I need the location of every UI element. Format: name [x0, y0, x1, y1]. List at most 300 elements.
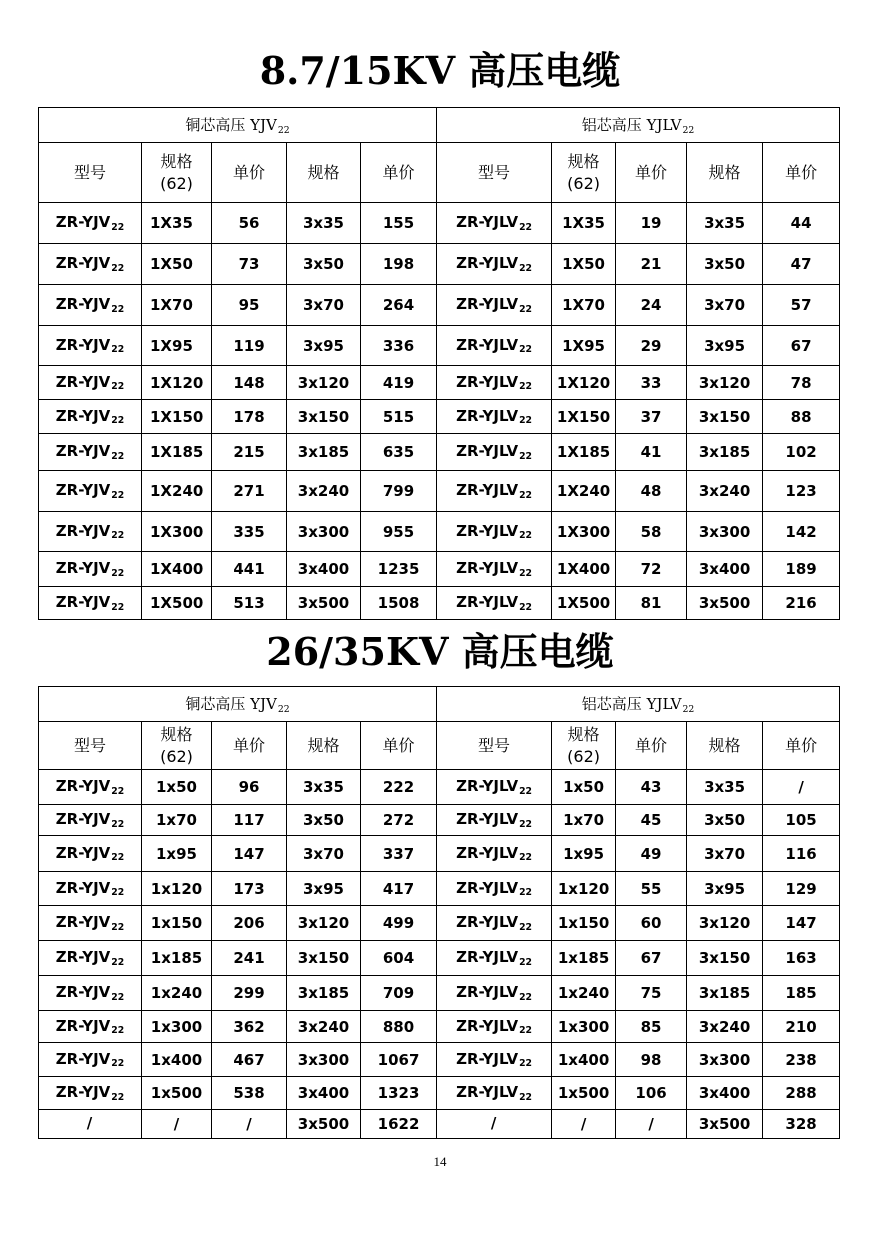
copper-group-header-text: 铜芯高压 YJV [185, 695, 277, 714]
copper-model [39, 366, 142, 400]
copper-model [39, 203, 142, 244]
aluminum-price-triple [763, 512, 840, 552]
aluminum-model-text: ZR-YJLV [456, 295, 519, 314]
copper-spec-triple-text: 3x35 [303, 214, 344, 232]
aluminum-price-triple [763, 805, 840, 836]
copper-model-subscript: 22 [111, 450, 125, 462]
copper-price-single-text: 73 [238, 255, 260, 273]
copper-spec-triple [287, 434, 361, 471]
aluminum-price-single-text: 75 [640, 984, 662, 1002]
copper-price-single-text: 148 [233, 373, 265, 392]
copper-spec-single [142, 941, 212, 976]
copper-price-single [212, 1043, 287, 1077]
copper-price-single [212, 872, 287, 906]
copper-spec-single [142, 434, 212, 471]
aluminum-model-subscript: 22 [519, 567, 533, 579]
copper-spec-triple-text: 3x95 [303, 879, 344, 898]
copper-model-text: ZR-YJV [55, 1016, 111, 1035]
aluminum-price-triple-text: 210 [785, 1017, 817, 1036]
aluminum-price-triple-text: 288 [785, 1084, 817, 1102]
copper-price-triple [361, 552, 437, 587]
aluminum-spec-single [552, 326, 616, 366]
table-row [39, 512, 840, 552]
aluminum-spec-triple [687, 1110, 763, 1139]
aluminum-price-single [616, 400, 687, 434]
aluminum-price-triple [763, 326, 840, 366]
copper-price-triple [361, 805, 437, 836]
aluminum-price-single-text: 43 [640, 778, 662, 796]
aluminum-spec-triple [687, 471, 763, 512]
copper-spec-triple-text: 3x120 [297, 914, 350, 932]
copper-spec-single-text: 1X240 [150, 482, 204, 500]
table-row [39, 285, 840, 326]
copper-spec-triple [287, 836, 361, 872]
aluminum-model [437, 244, 552, 285]
copper-spec-single-text: 1X35 [150, 214, 193, 232]
copper-model-text: ZR-YJV [55, 481, 111, 500]
aluminum-price-triple-text: 78 [790, 373, 812, 392]
copper-spec-single-text: 1x95 [156, 844, 197, 863]
copper-spec-single [142, 244, 212, 285]
aluminum-model-subscript: 22 [519, 1025, 533, 1037]
copper-spec-single-text: 1X185 [150, 443, 204, 461]
copper-spec-single-text: 1x50 [156, 778, 197, 796]
copper-model [39, 770, 142, 805]
aluminum-model-text: ZR-YJLV [456, 913, 519, 932]
aluminum-model-text: ZR-YJLV [456, 983, 519, 1002]
aluminum-spec-triple [687, 941, 763, 976]
copper-spec-single-text: 1X95 [150, 336, 193, 355]
table-row [39, 805, 840, 836]
column-header [142, 143, 212, 203]
aluminum-group-header [437, 687, 840, 722]
aluminum-price-triple-text: 142 [785, 522, 817, 541]
aluminum-spec-single [552, 552, 616, 587]
copper-spec-single-text: 1x185 [150, 949, 203, 967]
copper-spec-triple-text: 3x240 [297, 482, 350, 500]
copper-spec-triple [287, 552, 361, 587]
copper-model [39, 1011, 142, 1043]
copper-model [39, 400, 142, 434]
aluminum-price-single-text: 41 [640, 443, 662, 461]
table-row [39, 366, 840, 400]
copper-spec-single [142, 805, 212, 836]
copper-price-triple-text: 880 [382, 1017, 415, 1036]
aluminum-group-header-subscript: 22 [682, 124, 695, 136]
column-header-text: 规格 [307, 735, 340, 755]
aluminum-model-subscript: 22 [519, 887, 533, 899]
aluminum-model-text: ZR-YJLV [456, 335, 519, 354]
aluminum-model [437, 587, 552, 620]
aluminum-model-text: ZR-YJLV [456, 481, 519, 500]
copper-spec-single [142, 400, 212, 434]
aluminum-spec-triple-text: 3x95 [704, 879, 746, 898]
aluminum-model-text: ZR-YJLV [456, 213, 519, 232]
column-header [437, 143, 552, 203]
copper-spec-triple-text: 3x300 [297, 1050, 350, 1069]
copper-model-text: ZR-YJV [55, 295, 111, 314]
aluminum-spec-single-text: 1X150 [556, 407, 611, 426]
copper-price-single-text: 206 [233, 914, 265, 932]
aluminum-price-single-text: 45 [640, 811, 662, 829]
aluminum-spec-single-text: 1x120 [557, 879, 610, 898]
aluminum-spec-triple [687, 872, 763, 906]
copper-model-subscript: 22 [111, 221, 125, 233]
column-header [616, 143, 687, 203]
copper-spec-triple-text: 3x400 [297, 560, 350, 578]
copper-spec-triple-text: 3x150 [297, 407, 350, 426]
page-number: 14 [433, 1154, 447, 1169]
copper-spec-triple-text: 3x500 [297, 1115, 350, 1133]
aluminum-group-header [437, 108, 840, 143]
copper-spec-triple [287, 941, 361, 976]
aluminum-spec-single [552, 1043, 616, 1077]
aluminum-model-subscript: 22 [519, 221, 533, 233]
aluminum-price-triple [763, 587, 840, 620]
copper-model-subscript: 22 [111, 567, 125, 579]
copper-price-triple-text: 515 [382, 407, 415, 426]
copper-price-single-text: 441 [233, 560, 265, 578]
copper-spec-single [142, 326, 212, 366]
copper-model [39, 471, 142, 512]
column-header-text: 型号 [478, 735, 511, 755]
copper-model-subscript: 22 [111, 887, 125, 899]
copper-model [39, 434, 142, 471]
aluminum-price-triple-text: 105 [785, 811, 817, 829]
copper-price-single [212, 512, 287, 552]
aluminum-model-text: ZR-YJLV [456, 442, 519, 461]
aluminum-price-single [616, 366, 687, 400]
aluminum-model-subscript: 22 [519, 1091, 533, 1103]
aluminum-price-single [616, 552, 687, 587]
copper-model-text: ZR-YJV [55, 810, 111, 829]
copper-price-single-text: 95 [238, 296, 260, 314]
aluminum-spec-single-text: 1X95 [562, 336, 605, 355]
aluminum-price-single-text: 37 [640, 407, 662, 426]
section-title: 26/35KV 高压电缆 [266, 629, 614, 674]
aluminum-spec-triple [687, 400, 763, 434]
aluminum-model-text: ZR-YJLV [456, 521, 519, 540]
aluminum-spec-single-text: 1X70 [562, 296, 605, 314]
copper-price-single-text: 467 [233, 1050, 265, 1069]
copper-group-header-subscript: 22 [277, 703, 290, 715]
aluminum-spec-single-text: 1X35 [562, 214, 605, 232]
aluminum-model-subscript: 22 [519, 262, 533, 274]
aluminum-price-single [616, 512, 687, 552]
aluminum-price-single [616, 805, 687, 836]
aluminum-model [437, 805, 552, 836]
aluminum-model [437, 872, 552, 906]
aluminum-model [437, 512, 552, 552]
aluminum-spec-triple-text: 3x150 [698, 949, 751, 967]
copper-price-triple-text: 155 [382, 214, 415, 232]
aluminum-model-subscript: 22 [519, 921, 533, 933]
copper-price-triple-text: 955 [382, 522, 415, 541]
aluminum-price-triple-text: 57 [790, 296, 812, 314]
copper-model-text: ZR-YJV [55, 843, 111, 862]
column-header [212, 722, 287, 770]
copper-spec-triple-text: 3x500 [297, 594, 350, 612]
column-header-text: 单价 [785, 735, 818, 755]
aluminum-model-text: ZR-YJLV [456, 810, 519, 829]
aluminum-model-subscript: 22 [519, 344, 533, 356]
aluminum-spec-triple [687, 434, 763, 471]
aluminum-spec-triple-text: 3x50 [704, 255, 746, 273]
copper-model-text: ZR-YJV [55, 254, 111, 273]
aluminum-spec-single-text: / [580, 1115, 587, 1133]
table-row [39, 552, 840, 587]
aluminum-spec-single [552, 1011, 616, 1043]
aluminum-spec-triple-text: 3x185 [698, 984, 751, 1002]
table-row [39, 244, 840, 285]
copper-model [39, 285, 142, 326]
copper-price-triple-text: 222 [382, 778, 415, 796]
copper-price-triple-text: 337 [382, 844, 415, 863]
copper-spec-triple [287, 587, 361, 620]
aluminum-spec-single [552, 976, 616, 1011]
aluminum-spec-triple [687, 805, 763, 836]
copper-spec-triple [287, 1043, 361, 1077]
copper-price-single-text: 241 [233, 949, 265, 967]
aluminum-spec-triple [687, 1077, 763, 1110]
column-header-text: 规格 (62) [567, 151, 600, 193]
aluminum-price-triple-text: 238 [785, 1050, 817, 1069]
aluminum-spec-single [552, 400, 616, 434]
copper-spec-triple [287, 906, 361, 941]
aluminum-spec-triple [687, 552, 763, 587]
copper-price-triple [361, 512, 437, 552]
aluminum-price-triple [763, 872, 840, 906]
aluminum-price-single [616, 1077, 687, 1110]
column-header-text: 规格 (62) [567, 724, 600, 766]
aluminum-model-text: ZR-YJLV [456, 878, 519, 897]
copper-price-single-text: 538 [233, 1084, 265, 1102]
copper-spec-triple [287, 244, 361, 285]
aluminum-model-text: / [490, 1114, 497, 1133]
aluminum-spec-triple [687, 906, 763, 941]
aluminum-price-single [616, 285, 687, 326]
copper-spec-single-text: 1X120 [150, 373, 204, 392]
copper-model-subscript: 22 [111, 991, 125, 1003]
aluminum-spec-single [552, 471, 616, 512]
column-header [763, 143, 840, 203]
copper-spec-single-text: 1X150 [150, 407, 204, 426]
copper-spec-single [142, 770, 212, 805]
aluminum-spec-single-text: 1X240 [556, 482, 611, 500]
copper-price-single-text: 299 [233, 984, 265, 1002]
aluminum-price-single [616, 244, 687, 285]
copper-model-subscript: 22 [111, 1091, 125, 1103]
copper-spec-triple-text: 3x185 [297, 984, 350, 1002]
aluminum-price-single [616, 941, 687, 976]
copper-price-single-text: 96 [238, 778, 260, 796]
aluminum-model-subscript: 22 [519, 991, 533, 1003]
aluminum-spec-single-text: 1x300 [557, 1017, 610, 1036]
aluminum-model [437, 471, 552, 512]
aluminum-model [437, 836, 552, 872]
copper-spec-single-text: 1x500 [150, 1084, 203, 1102]
aluminum-model-subscript: 22 [519, 956, 533, 968]
aluminum-model-text: ZR-YJLV [456, 1049, 519, 1068]
copper-price-single [212, 941, 287, 976]
copper-model-subscript: 22 [111, 956, 125, 968]
copper-model [39, 1077, 142, 1110]
column-header [361, 722, 437, 770]
aluminum-price-single [616, 1110, 687, 1139]
column-header-text: 规格 (62) [160, 151, 193, 193]
table-row [39, 941, 840, 976]
aluminum-spec-single [552, 244, 616, 285]
copper-price-single-text: 117 [233, 811, 265, 829]
aluminum-model-text: ZR-YJLV [456, 777, 519, 796]
copper-model-text: ZR-YJV [55, 406, 111, 425]
copper-model-text: ZR-YJV [55, 983, 111, 1002]
copper-model [39, 836, 142, 872]
column-header [142, 722, 212, 770]
aluminum-model-text: ZR-YJLV [456, 372, 519, 391]
copper-spec-triple [287, 512, 361, 552]
copper-price-single [212, 244, 287, 285]
price-table-15kv [38, 107, 840, 620]
aluminum-model-subscript: 22 [519, 785, 533, 797]
copper-price-single [212, 976, 287, 1011]
copper-model [39, 805, 142, 836]
group-header-row [39, 687, 840, 722]
table-row [39, 906, 840, 941]
aluminum-spec-single [552, 512, 616, 552]
table-row [39, 471, 840, 512]
aluminum-model [437, 400, 552, 434]
aluminum-spec-triple [687, 587, 763, 620]
column-header [287, 143, 361, 203]
column-header-text: 单价 [232, 162, 265, 182]
copper-price-triple-text: 264 [382, 296, 415, 314]
aluminum-spec-triple-text: 3x240 [698, 482, 751, 500]
copper-spec-single [142, 872, 212, 906]
copper-model-text: ZR-YJV [55, 913, 111, 932]
copper-price-single [212, 906, 287, 941]
copper-price-single-text: 335 [233, 522, 265, 541]
copper-spec-triple [287, 872, 361, 906]
aluminum-spec-single [552, 366, 616, 400]
aluminum-price-triple [763, 400, 840, 434]
aluminum-price-single [616, 203, 687, 244]
copper-price-triple-text: 799 [382, 482, 415, 500]
copper-spec-single-text: 1X500 [150, 594, 204, 612]
copper-spec-triple-text: 3x50 [303, 811, 344, 829]
copper-price-single-text: 173 [233, 879, 265, 898]
copper-price-single-text: 362 [233, 1017, 265, 1036]
copper-model [39, 512, 142, 552]
aluminum-model [437, 941, 552, 976]
aluminum-model-subscript: 22 [519, 852, 533, 864]
aluminum-price-single [616, 836, 687, 872]
aluminum-price-triple [763, 366, 840, 400]
copper-spec-triple-text: 3x150 [297, 949, 350, 967]
aluminum-spec-triple-text: 3x95 [704, 336, 746, 355]
copper-model-text: ZR-YJV [55, 593, 111, 612]
aluminum-price-triple [763, 1043, 840, 1077]
copper-model-subscript: 22 [111, 785, 125, 797]
aluminum-price-triple-text: 123 [785, 482, 817, 500]
copper-price-single [212, 1077, 287, 1110]
aluminum-price-triple-text: 189 [785, 560, 817, 578]
aluminum-price-single [616, 326, 687, 366]
table-row [39, 872, 840, 906]
aluminum-price-single [616, 770, 687, 805]
aluminum-price-single-text: 49 [640, 844, 662, 863]
aluminum-spec-triple-text: 3x400 [698, 560, 751, 578]
column-header [437, 722, 552, 770]
aluminum-spec-single [552, 285, 616, 326]
aluminum-price-triple [763, 770, 840, 805]
column-header-text: 单价 [635, 162, 668, 182]
aluminum-model-text: ZR-YJLV [456, 254, 519, 273]
column-header-text: 型号 [73, 162, 106, 182]
copper-price-triple-text: 272 [382, 811, 415, 829]
aluminum-spec-triple [687, 203, 763, 244]
aluminum-spec-triple [687, 285, 763, 326]
copper-price-triple [361, 770, 437, 805]
copper-model [39, 906, 142, 941]
aluminum-model [437, 1077, 552, 1110]
copper-model-subscript: 22 [111, 601, 125, 613]
aluminum-price-single-text: 21 [640, 255, 662, 273]
section-title: 8.7/15KV 高压电缆 [259, 48, 621, 93]
aluminum-spec-single-text: 1X185 [556, 443, 611, 461]
aluminum-price-triple [763, 1110, 840, 1139]
copper-model [39, 976, 142, 1011]
aluminum-spec-triple [687, 1043, 763, 1077]
aluminum-price-triple [763, 203, 840, 244]
aluminum-spec-single-text: 1x240 [557, 984, 610, 1002]
aluminum-spec-single [552, 872, 616, 906]
aluminum-spec-single-text: 1x95 [563, 844, 605, 863]
column-header [552, 143, 616, 203]
aluminum-model-text: ZR-YJLV [456, 948, 519, 967]
copper-model [39, 326, 142, 366]
aluminum-price-triple-text: 147 [785, 914, 817, 932]
aluminum-model-text: ZR-YJLV [456, 559, 519, 578]
aluminum-spec-triple-text: 3x70 [704, 844, 746, 863]
copper-price-single-text: 56 [238, 214, 260, 232]
table-row [39, 203, 840, 244]
column-header-text: 规格 [708, 735, 741, 755]
aluminum-price-single [616, 471, 687, 512]
aluminum-price-single [616, 587, 687, 620]
aluminum-model-text: ZR-YJLV [456, 843, 519, 862]
copper-spec-single-text: 1X300 [150, 522, 204, 541]
copper-spec-single [142, 512, 212, 552]
copper-spec-triple [287, 471, 361, 512]
copper-price-single [212, 552, 287, 587]
aluminum-spec-triple-text: 3x500 [698, 1115, 751, 1133]
copper-spec-single-text: 1x240 [150, 984, 203, 1002]
copper-price-triple-text: 198 [382, 255, 415, 273]
aluminum-model-text: ZR-YJLV [456, 1083, 519, 1102]
aluminum-group-header-text: 铝芯高压 YJLV [581, 695, 682, 714]
aluminum-model [437, 326, 552, 366]
column-header [361, 143, 437, 203]
aluminum-model [437, 203, 552, 244]
copper-model-text: ZR-YJV [55, 777, 111, 796]
copper-price-single-text: 513 [233, 594, 265, 612]
copper-model [39, 1043, 142, 1077]
copper-price-single-text: 147 [233, 844, 265, 863]
copper-spec-triple-text: 3x300 [297, 522, 350, 541]
table-row [39, 1077, 840, 1110]
column-header-text: 规格 (62) [160, 724, 193, 766]
